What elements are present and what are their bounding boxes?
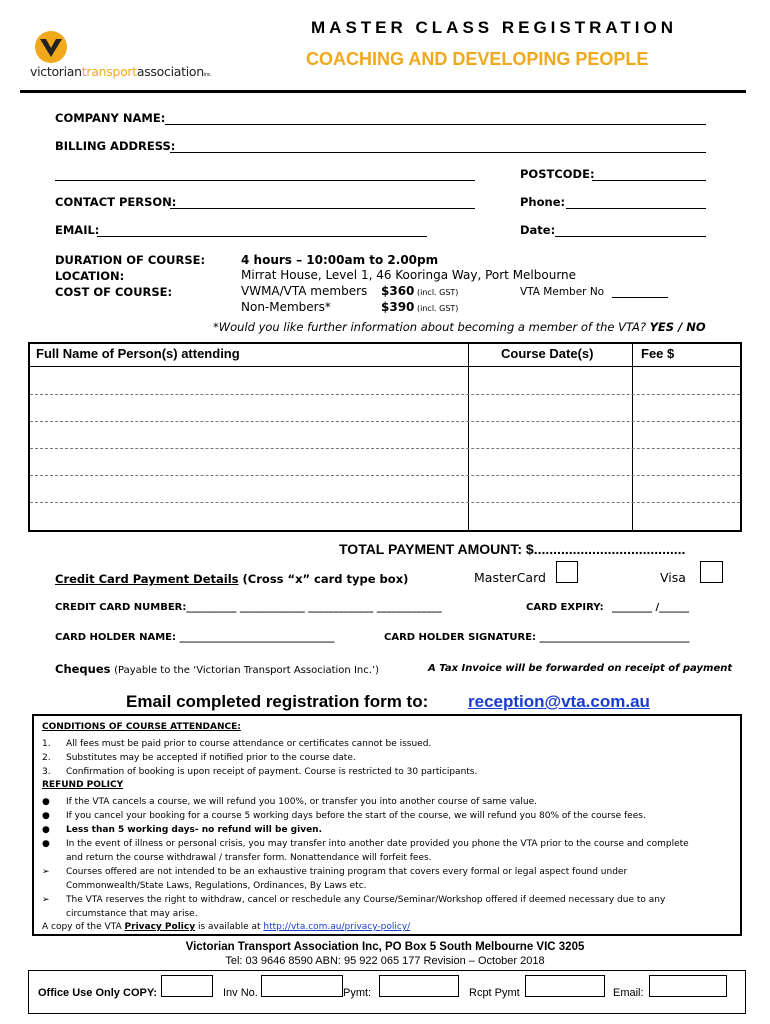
bullet-icon: ● xyxy=(42,825,50,835)
date-field[interactable] xyxy=(555,236,706,237)
privacy-policy-link[interactable]: Privacy Policy xyxy=(124,922,196,932)
footer-contact: Tel: 03 9646 8590 ABN: 95 922 065 177 Revision – October 2018 xyxy=(225,955,545,967)
office-use-label: Office Use Only xyxy=(38,987,120,999)
billing-address-label: BILLING ADDRESS: xyxy=(55,139,176,153)
arrow-bullet-icon: ➢ xyxy=(42,867,50,877)
company-name-field[interactable] xyxy=(165,124,706,125)
refund-item-continued: and return the course withdrawal / transfer form. Nonattendance will forfeit fees. xyxy=(66,853,432,863)
form-subtitle: COACHING AND DEVELOPING PEOPLE xyxy=(306,49,649,69)
refund-item: The VTA reserves the right to withdraw, cancel or reschedule any Course/Seminar/Workshop offered if deemed necessary due to any xyxy=(66,895,666,905)
table-row[interactable] xyxy=(30,475,740,476)
office-use-bar xyxy=(28,970,746,1014)
phone-label: Phone: xyxy=(520,195,566,209)
vta-logo-icon xyxy=(34,30,68,64)
vta-logo xyxy=(30,30,230,80)
condition-item: All fees must be paid prior to course attendance or certificates cannot be issued. xyxy=(66,739,432,749)
office-inv-no-label: Inv No. xyxy=(223,987,258,999)
email-field[interactable] xyxy=(97,236,427,237)
refund-item: If the VTA cancels a course, we will refund you 100%, or transfer you into another course of same value. xyxy=(66,797,538,807)
member-no-field[interactable] xyxy=(612,297,668,298)
duration-label: DURATION OF COURSE: xyxy=(55,253,206,267)
membership-yes-no[interactable]: YES / NO xyxy=(649,320,706,334)
table-row[interactable] xyxy=(30,421,740,422)
office-pymt-label: Pymt: xyxy=(343,987,372,999)
location-label: LOCATION: xyxy=(55,269,125,283)
refund-item: In the event of illness or personal crisis, you may transfer into another date provided you phone the VTA prior to the course and complete xyxy=(66,839,689,849)
bullet-icon: ● xyxy=(42,811,50,821)
office-pymt-box[interactable] xyxy=(379,975,459,997)
cheques-label: Cheques (Payable to the ‘Victorian Transport Association Inc.’) xyxy=(55,662,379,676)
office-email-box[interactable] xyxy=(649,975,727,997)
non-members-price: $390 xyxy=(381,300,415,314)
date-label: Date: xyxy=(520,223,556,237)
office-rcpt-pymt-label: Rcpt Pymt xyxy=(469,987,520,999)
header-divider xyxy=(20,90,746,93)
cc-expiry-field[interactable]: ________ /______ xyxy=(612,602,690,613)
conditions-box xyxy=(32,714,742,936)
form-title: MASTER CLASS REGISTRATION xyxy=(311,18,678,37)
bullet-icon: ● xyxy=(42,797,50,807)
members-gst: (incl. GST) xyxy=(417,288,459,297)
office-rcpt-pymt-box[interactable] xyxy=(525,975,605,997)
office-email-label: Email: xyxy=(613,987,644,999)
header-row-divider xyxy=(30,366,740,367)
mastercard-checkbox[interactable] xyxy=(556,561,578,583)
membership-question: *Would you like further information about becoming a member of the VTA? YES / NO xyxy=(213,320,706,334)
email-form-label: Email completed registration form to: xyxy=(126,692,429,711)
card-holder-signature-field[interactable]: CARD HOLDER SIGNATURE: ______________________________ xyxy=(384,632,690,643)
cost-label: COST OF COURSE: xyxy=(55,285,173,299)
visa-label: Visa xyxy=(660,570,686,585)
refund-item: Less than 5 working days- no refund will be given. xyxy=(66,825,323,835)
refund-item: If you cancel your booking for a course 5 working days before the start of the course, we will refund you 80% of the course fees. xyxy=(66,811,646,821)
table-row[interactable] xyxy=(30,448,740,449)
condition-item: Substitutes may be accepted if notified prior to the course date. xyxy=(66,753,356,763)
mastercard-label: MasterCard xyxy=(474,570,546,585)
list-number: 3. xyxy=(42,767,51,777)
cc-number-field[interactable]: CREDIT CARD NUMBER:__________ _____________ _____________ _____________ xyxy=(55,602,442,613)
condition-item: Confirmation of booking is upon receipt of payment. Course is restricted to 30 participants. xyxy=(66,767,478,777)
col-header-fee: Fee $ xyxy=(641,346,675,361)
office-copy-box[interactable] xyxy=(161,975,213,997)
billing-address-field[interactable] xyxy=(170,152,706,153)
billing-address-line2-field[interactable] xyxy=(55,180,475,181)
logo-wordmark: victoriantransportassociationinc. xyxy=(30,64,212,79)
table-row[interactable] xyxy=(30,394,740,395)
total-payment-amount[interactable]: TOTAL PAYMENT AMOUNT: $....................................... xyxy=(339,541,686,557)
postcode-field[interactable] xyxy=(592,180,706,181)
members-price: $360 xyxy=(381,284,415,298)
attendees-table xyxy=(28,342,742,532)
refund-item: Courses offered are not intended to be an exhaustive training program that covers every formal or legal aspect found under xyxy=(66,867,628,877)
non-members-label: Non-Members* xyxy=(241,300,331,314)
list-number: 2. xyxy=(42,753,51,763)
office-inv-no-box[interactable] xyxy=(261,975,343,997)
cc-details-label: Credit Card Payment Details (Cross “x” card type box) xyxy=(55,572,409,586)
email-label: EMAIL: xyxy=(55,223,100,237)
conditions-heading: CONDITIONS OF COURSE ATTENDANCE: xyxy=(42,722,241,732)
postcode-label: POSTCODE: xyxy=(520,167,595,181)
card-holder-name-field[interactable]: CARD HOLDER NAME: _______________________________ xyxy=(55,632,335,643)
list-number: 1. xyxy=(42,739,51,749)
non-members-gst: (incl. GST) xyxy=(417,304,459,313)
location-value: Mirrat House, Level 1, 46 Kooringa Way, Port Melbourne xyxy=(241,268,577,282)
contact-person-field[interactable] xyxy=(170,208,475,209)
footer-address: Victorian Transport Association Inc, PO Box 5 South Melbourne VIC 3205 xyxy=(185,941,585,953)
members-label: VWMA/VTA members xyxy=(241,284,368,298)
privacy-url-link[interactable]: http://vta.com.au/privacy-policy/ xyxy=(263,922,411,932)
col-header-date: Course Date(s) xyxy=(501,346,594,361)
member-no-label: VTA Member No xyxy=(520,286,605,298)
col-header-name: Full Name of Person(s) attending xyxy=(36,346,240,361)
arrow-bullet-icon: ➢ xyxy=(42,895,50,905)
refund-item-continued: Commonwealth/State Laws, Regulations, Ordinances, By Laws etc. xyxy=(66,881,367,891)
office-copy-label: COPY: xyxy=(123,987,158,999)
refund-item-continued: circumstance that may arise. xyxy=(66,909,198,919)
contact-person-label: CONTACT PERSON: xyxy=(55,195,177,209)
email-form-link[interactable]: reception@vta.com.au xyxy=(468,692,650,711)
table-row[interactable] xyxy=(30,502,740,503)
privacy-line: A copy of the VTA Privacy Policy is available at http://vta.com.au/privacy-policy/ xyxy=(42,922,411,932)
phone-field[interactable] xyxy=(566,208,706,209)
refund-heading: REFUND POLICY xyxy=(42,780,124,790)
tax-invoice-note: A Tax Invoice will be forwarded on receipt of payment xyxy=(428,663,733,674)
bullet-icon: ● xyxy=(42,839,50,849)
cc-expiry-label: CARD EXPIRY: xyxy=(526,602,604,613)
company-name-label: COMPANY NAME: xyxy=(55,111,166,125)
visa-checkbox[interactable] xyxy=(700,561,723,583)
duration-value: 4 hours – 10:00am to 2.00pm xyxy=(241,253,439,267)
